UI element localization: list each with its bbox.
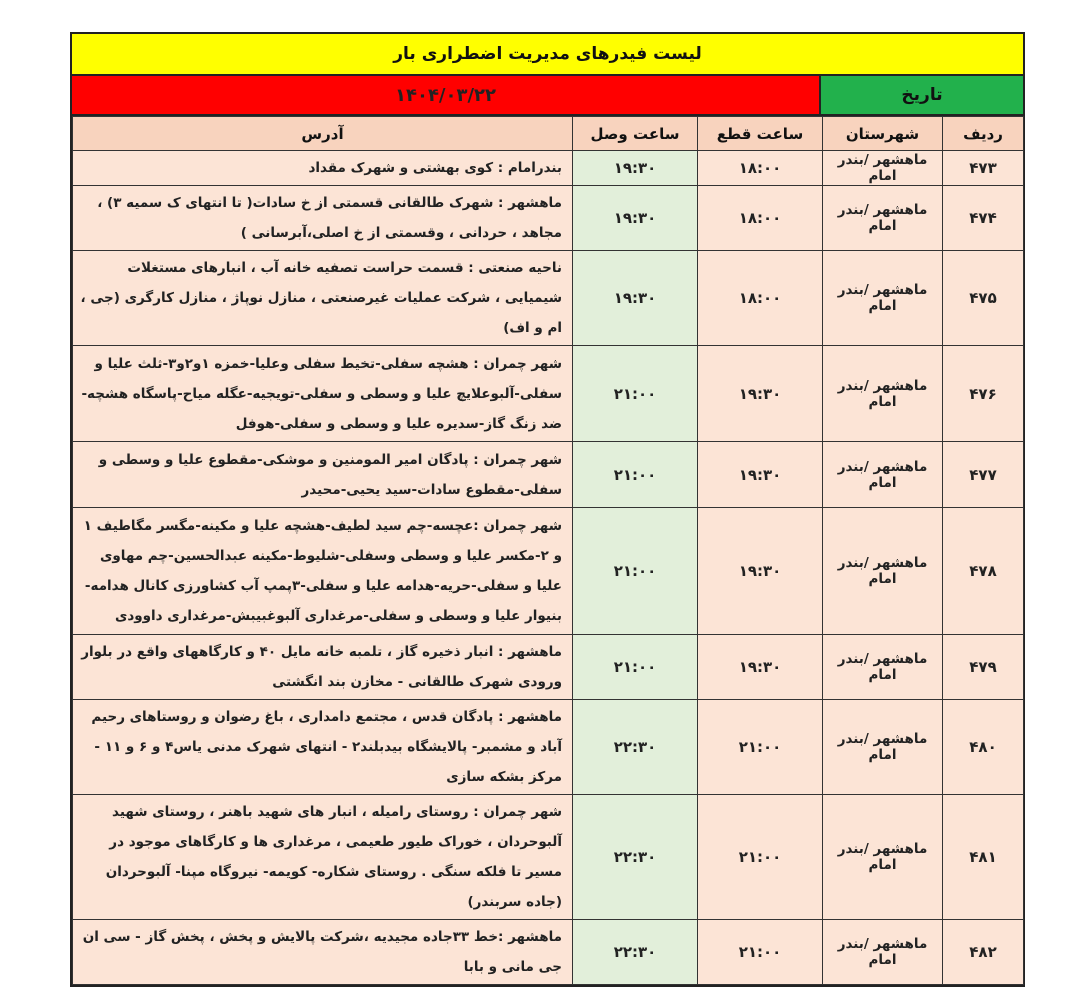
col-header-city: شهرستان xyxy=(823,117,943,151)
table-row xyxy=(73,635,1024,700)
table-row xyxy=(73,346,1024,442)
city-cell: ماهشهر /بندر امام xyxy=(823,346,943,442)
city-cell: ماهشهر /بندر امام xyxy=(823,508,943,635)
city-cell: ماهشهر /بندر امام xyxy=(823,635,943,700)
table-row xyxy=(73,251,1024,346)
address-cell: ماهشهر : انبار ذخیره گاز ، تلمبه خانه مایل ۴۰ و کارگاههای واقع در بلوار ورودی شهرک طالقانی - مخازن بند انگشتی xyxy=(73,635,573,700)
city-cell: ماهشهر /بندر امام xyxy=(823,920,943,985)
table-row xyxy=(73,700,1024,795)
connect-time-cell: ۲۱:۰۰ xyxy=(573,442,698,508)
cut-time-cell: ۱۹:۳۰ xyxy=(698,508,823,635)
city-cell: ماهشهر /بندر امام xyxy=(823,251,943,346)
address-cell: ماهشهر :خط ۳۳جاده مجیدیه ،شرکت پالایش و پخش ، پخش گاز - سی ان جی مانی و بابا xyxy=(73,920,573,985)
connect-time-cell: ۲۱:۰۰ xyxy=(573,508,698,635)
address-cell: شهر چمران : هشچه سفلی-تخیط سفلی وعلیا-خمزه ۱و۲و۳-ثلث علیا و سفلی-آلبوعلایچ علیا و وسطی و سفلی-تویجیه-عگله میاح-پاسگاه هشچه-ضد زنگ گاز-سدیره علیا و وسطی و سفلی-هوفل xyxy=(73,346,573,442)
city-cell: ماهشهر /بندر امام xyxy=(823,700,943,795)
row-number-cell: ۴۸۱ xyxy=(943,795,1024,920)
city-cell: ماهشهر /بندر امام xyxy=(823,442,943,508)
row-number-cell: ۴۷۵ xyxy=(943,251,1024,346)
cut-time-cell: ۱۹:۳۰ xyxy=(698,442,823,508)
row-number-cell: ۴۸۰ xyxy=(943,700,1024,795)
cut-time-cell: ۲۱:۰۰ xyxy=(698,700,823,795)
cut-time-cell: ۲۱:۰۰ xyxy=(698,795,823,920)
row-number-cell: ۴۷۶ xyxy=(943,346,1024,442)
table-row xyxy=(73,920,1024,985)
row-number-cell: ۴۷۷ xyxy=(943,442,1024,508)
row-number-cell: ۴۷۹ xyxy=(943,635,1024,700)
connect-time-cell: ۲۲:۳۰ xyxy=(573,700,698,795)
col-header-cut-time: ساعت قطع xyxy=(698,117,823,151)
cut-time-cell: ۲۱:۰۰ xyxy=(698,920,823,985)
col-header-connect-time: ساعت وصل xyxy=(573,117,698,151)
table-row xyxy=(73,508,1024,635)
row-number-cell: ۴۷۸ xyxy=(943,508,1024,635)
connect-time-cell: ۱۹:۳۰ xyxy=(573,151,698,186)
cut-time-cell: ۱۹:۳۰ xyxy=(698,635,823,700)
cut-time-cell: ۱۸:۰۰ xyxy=(698,251,823,346)
connect-time-cell: ۲۲:۳۰ xyxy=(573,920,698,985)
cut-time-cell: ۱۸:۰۰ xyxy=(698,151,823,186)
city-cell: ماهشهر /بندر امام xyxy=(823,186,943,251)
row-number-cell: ۴۸۲ xyxy=(943,920,1024,985)
date-row xyxy=(72,76,1023,116)
date-value: ۱۴۰۴/۰۳/۲۲ xyxy=(72,76,821,114)
feeder-table xyxy=(72,116,1024,985)
cut-time-cell: ۱۹:۳۰ xyxy=(698,346,823,442)
address-cell: بندرامام : کوی بهشتی و شهرک مقداد xyxy=(73,151,573,186)
connect-time-cell: ۲۲:۳۰ xyxy=(573,795,698,920)
address-cell: شهر چمران :عچسه-چم سید لطیف-هشچه علیا و مکینه-مگسر مگاطیف ۱ و ۲-مکسر علیا و وسطی وسفلی-شلیوط-مکینه عبدالحسین-چم مهاوی علیا و سفلی-حریه-هدامه علیا و سفلی-۳پمپ آب کشاورزی کانال هدامه-بنیوار علیا و وسطی و سفلی-مرغداری آلبوغبیبش-مرغداری داوودی xyxy=(73,508,573,635)
sheet-title: لیست فیدرهای مدیریت اضطراری بار xyxy=(72,34,1023,76)
address-cell: شهر چمران : روستای رامیله ، انبار های شهید باهنر ، روستای شهید آلبوحردان ، خوراک طیور طعیمی ، مرغداری ها و کارگاهای موجود در مسیر تا فلکه سنگی . روستای شکاره- کویمه- نیروگاه مپنا- آلبوحردان (جاده سربندر) xyxy=(73,795,573,920)
table-row xyxy=(73,151,1024,186)
connect-time-cell: ۲۱:۰۰ xyxy=(573,635,698,700)
address-cell: ناحیه صنعتی : قسمت حراست تصفیه خانه آب ، انبارهای مستغلات شیمیایی ، شرکت عملیات غیرصنعتی ، منازل نوپاژ ، منازل کارگری (جی ، ام و اف) xyxy=(73,251,573,346)
address-cell: ماهشهر : شهرک طالقانی قسمتی از خ سادات( تا انتهای ک سمیه ۳) ، مجاهد ، حردانی ، وقسمتی از خ اصلی،آبرسانی ) xyxy=(73,186,573,251)
row-number-cell: ۴۷۳ xyxy=(943,151,1024,186)
address-cell: ماهشهر : پادگان قدس ، مجتمع دامداری ، باغ رضوان و روستاهای رحیم آباد و مشمبر- پالایشگاه بیدبلند۲ - انتهای شهرک مدنی یاس۴ و ۶ و ۱۱ - مرکز بشکه سازی xyxy=(73,700,573,795)
col-header-row: ردیف xyxy=(943,117,1024,151)
table-row xyxy=(73,795,1024,920)
cut-time-cell: ۱۸:۰۰ xyxy=(698,186,823,251)
table-row xyxy=(73,186,1024,251)
connect-time-cell: ۱۹:۳۰ xyxy=(573,251,698,346)
table-row xyxy=(73,442,1024,508)
date-label: تاریخ xyxy=(821,76,1023,114)
city-cell: ماهشهر /بندر امام xyxy=(823,151,943,186)
load-management-sheet xyxy=(70,32,1025,987)
col-header-address: آدرس xyxy=(73,117,573,151)
table-header-row xyxy=(73,117,1024,151)
city-cell: ماهشهر /بندر امام xyxy=(823,795,943,920)
address-cell: شهر چمران : پادگان امیر المومنین و موشکی-مقطوع علیا و وسطی و سفلی-مقطوع سادات-سید یحیی-محیدر xyxy=(73,442,573,508)
row-number-cell: ۴۷۴ xyxy=(943,186,1024,251)
connect-time-cell: ۱۹:۳۰ xyxy=(573,186,698,251)
connect-time-cell: ۲۱:۰۰ xyxy=(573,346,698,442)
